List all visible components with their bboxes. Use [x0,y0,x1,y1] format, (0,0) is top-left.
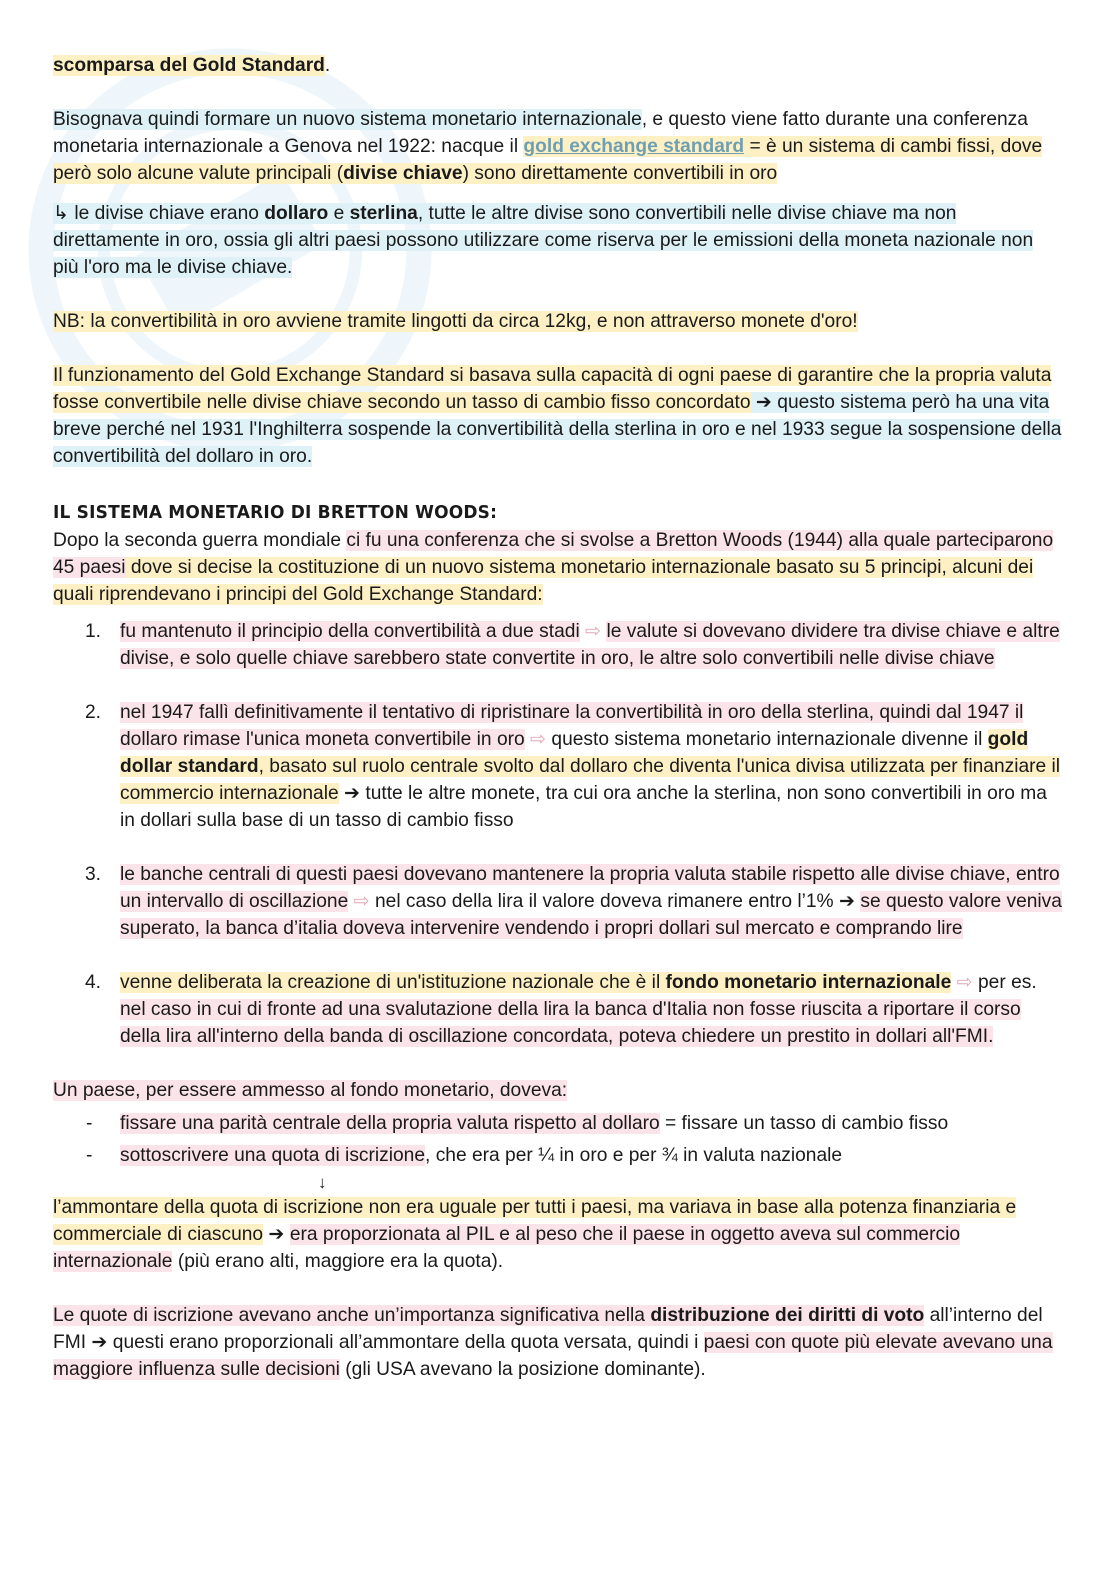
paragraph-admission [53,1077,1063,1104]
highlight: Un paese, per essere ammesso al fondo monetario, doveva: [53,1080,568,1101]
highlight: sottoscrivere una quota di iscrizione [120,1145,426,1166]
highlight: ➔ questo sistema però ha una vita breve perché nel 1931 l'Inghilterra sospende la convertibilità della sterlina in oro e nel 1933 segue la sospensione della convertibilità del dollaro in oro. [53,392,1062,467]
section-heading: IL SISTEMA MONETARIO DI BRETTON WOODS: [53,502,498,524]
highlight: ) sono direttamente convertibili in oro [462,163,778,184]
highlight: le valute si dovevano dividere tra divise chiave e altre divise, e solo quelle chiave sarebbero state convertite in oro, le altre solo convertibili nelle divise chiave [120,621,1060,669]
text: . [324,55,331,76]
highlight: NB: la convertibilità in oro avviene tramite lingotti da circa 12kg, e non attraverso monete d'oro! [53,311,858,332]
highlight: divise chiave [343,163,463,184]
highlight: sterlina [349,203,418,224]
highlight: fissare una parità centrale della propria valuta rispetto al dollaro [120,1113,660,1134]
highlight: l’ammontare della quota di iscrizione non era uguale per tutti i paesi, ma variava in base alla potenza finanziaria e commerciale di ciascuno [53,1197,1017,1245]
list-item [53,699,1063,834]
paragraph-gold-standard-end [53,52,1063,79]
text: questo sistema monetario internazionale divenne il [551,729,988,750]
text: ➔ tutte le altre monete, tra cui ora anche la sterlina, non sono convertibili in oro ma in dollari sulla base di un tasso di cambio fisso [120,783,1047,831]
highlight: gold dollar standard [120,729,1029,777]
highlight: Le quote di iscrizione avevano anche un’importanza significativa nella [53,1305,651,1326]
gold-exchange-standard-link[interactable]: gold exchange standard [523,136,745,157]
document-page [53,52,1063,1383]
highlight: = è un sistema di cambi fissi, dove però solo alcune valute principali ( [53,136,1043,184]
list-item [53,861,1063,942]
list-number: 3. [85,864,102,885]
highlight: nel 1947 fallì definitivamente il tentativo di ripristinare la convertibilità in oro della sterlina, quindi dal 1947 il dollaro rimase l'unica moneta convertibile in oro [120,702,1024,750]
principles-list [53,618,1063,1050]
text: , e questo viene fatto durante una conferenza monetaria internazionale a Genova nel 1922: nacque il [53,109,1028,157]
arrow-icon: ➔ [833,891,861,912]
highlight: Il funzionamento del Gold Exchange Standard si basava sulla capacità di ogni paese di garantire che la propria valuta fosse convertibile nelle divise chiave secondo un tasso di cambio fisso concordato [53,365,1052,413]
highlight: venne deliberata la creazione di un'istituzione nazionale che è il [120,972,666,993]
paragraph-quota-amount [53,1194,1063,1275]
dash-bullet: - [86,1113,93,1134]
list-number: 4. [85,972,102,993]
paragraph-new-system [53,106,1063,187]
highlight: le banche centrali di questi paesi dovevano mantenere la propria valuta stabile rispetto alle divise chiave, entro un intervallo di oscillazione [120,864,1060,912]
arrow-icon: ⇨ [951,972,973,993]
text: (gli USA avevano la posizione dominante). [339,1359,706,1380]
text: all’interno del FMI ➔ questi erano proporzionali all’ammontare della quota versata, quindi i [53,1305,1043,1353]
arrow-icon: ⇨ [348,891,375,912]
paragraph-voting-rights [53,1302,1063,1383]
paragraph-divise-chiave [53,200,1063,281]
highlight: distribuzione dei diritti di voto [650,1305,925,1326]
list-item [53,969,1063,1050]
text: per es. [972,972,1037,993]
text: nel caso della lira il valore doveva rimanere entro l’1% [375,891,834,912]
highlight: , tutte le altre divise sono convertibili nelle divise chiave ma non direttamente in oro, ossia gli altri paesi possono utilizzare come riserva per le emissioni della moneta nazionale non più l'oro ma le divise chiave. [53,203,1034,278]
highlight: ↳ le divise chiave erano [53,203,265,224]
down-arrow-icon: ↓ [318,1173,327,1192]
highlight: dove si decise la costituzione di un nuovo sistema monetario internazionale basato su 5 principi, alcuni dei quali riprendevano i principi del Gold Exchange Standard: [53,557,1034,605]
list-number: 2. [85,702,102,723]
highlight: scomparsa del Gold Standard [53,55,325,76]
highlight: dollaro [264,203,329,224]
highlight: fondo monetario internazionale [665,972,952,993]
arrow-icon: ⇨ [524,729,552,750]
highlight: fu mantenuto il principio della convertibilità a due stadi [120,621,580,642]
list-item [53,618,1063,672]
text: (più erano alti, maggiore era la quota). [172,1251,504,1272]
text: = fissare un tasso di cambio fisso [659,1113,949,1134]
paragraph-bretton-woods [53,527,1063,608]
dash-bullet: - [86,1145,93,1166]
highlight: e [328,203,350,224]
list-item [53,1140,1063,1172]
arrow-icon: ➔ [263,1224,290,1245]
highlight: Bisognava quindi formare un nuovo sistema monetario internazionale [53,109,642,130]
list-item [53,1108,1063,1140]
highlight: nel caso in cui di fronte ad una svalutazione della lira la banca d'Italia non fosse riuscita a riportare il corso della lira all'interno della banda di oscillazione concordata, poteva chiedere un prestito in dollari all'FMI. [120,999,1021,1047]
text: Dopo la seconda guerra mondiale [53,530,347,551]
highlight: se questo valore veniva superato, la banca d’italia doveva intervenire vendendo i propri dollari sul mercato e comprando lire [120,891,1062,939]
paragraph-nb [53,308,1063,335]
highlight: ci fu una conferenza che si svolse a Bretton Woods (1944) alla quale parteciparono 45 paesi [53,530,1054,578]
paragraph-functioning [53,362,1063,470]
list-number: 1. [85,621,102,642]
highlight: paesi con quote più elevate avevano una maggiore influenza sulle decisioni [53,1332,1053,1380]
highlight: era proporzionata al PIL e al peso che il paese in oggetto aveva sul commercio internazionale [53,1224,961,1272]
text: , che era per ¼ in oro e per ¾ in valuta nazionale [425,1145,843,1166]
requirements-list [53,1108,1063,1172]
highlight: , basato sul ruolo centrale svolto dal dollaro che diventa l'unica divisa utilizzata per finanziare il commercio internazionale [120,756,1061,804]
arrow-icon: ⇨ [579,621,607,642]
